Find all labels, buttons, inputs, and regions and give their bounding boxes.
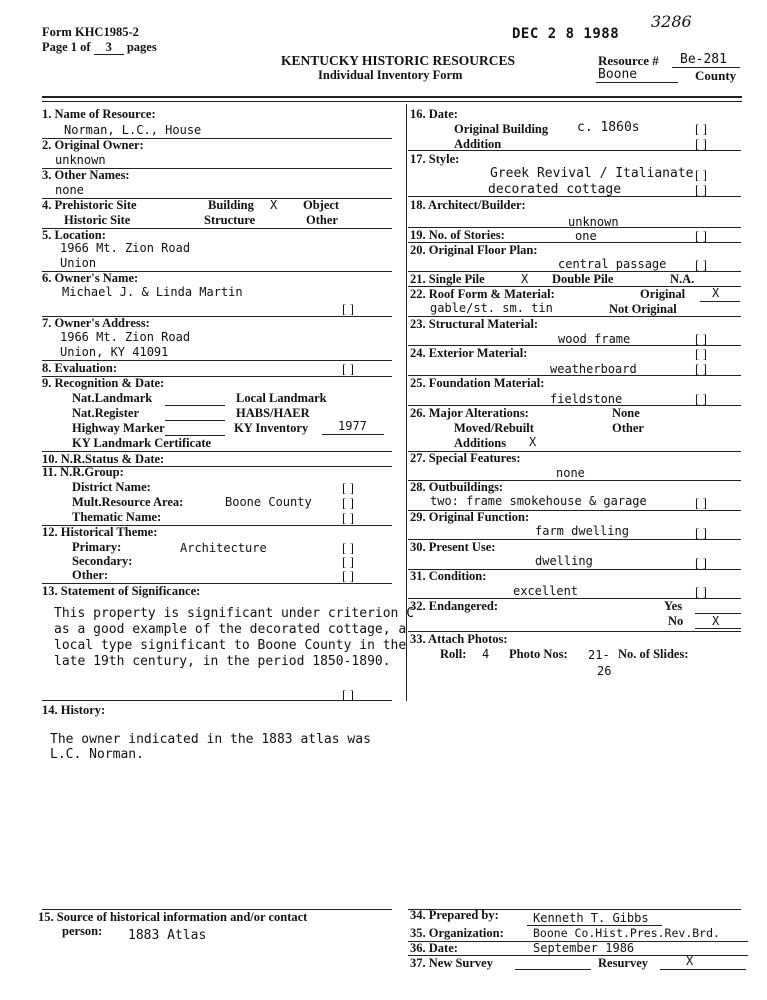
f31-label: 31. Condition: [410, 569, 487, 583]
f13-label: 13. Statement of Significance: [42, 584, 201, 598]
f23-bracket: [ ] [695, 331, 707, 346]
f9-ky-inventory: KY Inventory [234, 421, 309, 435]
page-suffix: pages [126, 40, 157, 54]
f1-label: 1. Name of Resource: [42, 107, 156, 121]
f21-na: N.A. [670, 272, 695, 286]
f25-bracket: [ ] [695, 391, 707, 406]
f17-line1-bracket: [ ] [695, 167, 707, 182]
f18-value: unknown [568, 215, 619, 229]
f33-slides: No. of Slides: [618, 647, 689, 661]
f36-label: 36. Date: [410, 941, 458, 955]
f14-line1: The owner indicated in the 1883 atlas was [50, 732, 371, 747]
f17-line1: Greek Revival / Italianate [490, 166, 694, 181]
f4-object: Object [303, 198, 340, 212]
f24-value: weatherboard [550, 362, 637, 376]
f17-line2: decorated cottage [488, 182, 622, 197]
f5-line1: 1966 Mt. Zion Road [60, 241, 191, 255]
f16-label: 16. Date: [410, 107, 458, 121]
f12-primary: Primary: [72, 540, 122, 554]
f35-value: Boone Co.Hist.Pres.Rev.Brd. [533, 926, 720, 940]
f26-additions-mark: X [529, 435, 537, 449]
f25-value: fieldstone [550, 392, 623, 406]
f33-roll: Roll: [440, 647, 467, 661]
f30-bracket: [ ] [695, 555, 707, 570]
f16-addition: Addition [454, 137, 502, 151]
f12-secondary-bracket: [ ] [342, 554, 354, 569]
f29-label: 29. Original Function: [410, 510, 530, 524]
f5-line2: Union [60, 256, 97, 270]
f32-label: 32. Endangered: [410, 599, 498, 613]
f8-label: 8. Evaluation: [42, 361, 118, 375]
f2-label: 2. Original Owner: [42, 138, 144, 152]
f1-value: Norman, L.C., House [64, 123, 202, 137]
form-title: KENTUCKY HISTORIC RESOURCES [281, 53, 516, 68]
handwritten-number: 3286 [651, 12, 692, 31]
form-subtitle: Individual Inventory Form [318, 68, 463, 82]
f9-habs: HABS/HAER [236, 406, 310, 420]
county-label: County [695, 68, 737, 83]
f28-value: two: frame smokehouse & garage [430, 494, 647, 508]
f4-historic: Historic Site [64, 213, 131, 227]
f4-other: Other [306, 213, 338, 227]
f26-label: 26. Major Alterations: [410, 406, 529, 420]
f12-primary-bracket: [ ] [342, 540, 354, 555]
f16-original-value: c. 1860s [577, 120, 640, 135]
f24-label: 24. Exterior Material: [410, 346, 528, 360]
f36-value: September 1986 [533, 941, 635, 955]
f17-label: 17. Style: [410, 152, 460, 166]
f9-nat-landmark: Nat.Landmark [72, 391, 153, 405]
date-stamp: DEC 2 8 1988 [512, 26, 620, 42]
f20-value: central passage [558, 257, 667, 271]
f31-value: excellent [513, 584, 579, 598]
f32-no: No [668, 614, 684, 628]
f29-value: farm dwelling [535, 524, 629, 538]
f27-label: 27. Special Features: [410, 451, 521, 465]
f12-label: 12. Historical Theme: [42, 525, 158, 539]
f34-value: Kenneth T. Gibbs [533, 911, 649, 925]
f19-label: 19. No. of Stories: [410, 228, 505, 242]
f6-label: 6. Owner's Name: [42, 271, 139, 285]
f22-not-original: Not Original [609, 302, 677, 316]
f22-label: 22. Roof Form & Material: [410, 287, 555, 301]
f26-additions: Additions [454, 436, 507, 450]
f13-line1: This property is significant under criterion C [54, 606, 415, 621]
f8-bracket: [ ] [342, 361, 354, 376]
f4-building: Building [208, 198, 254, 212]
f14-line2: L.C. Norman. [50, 747, 144, 762]
f37-resurvey-mark: X [686, 954, 694, 968]
f18-label: 18. Architect/Builder: [410, 198, 526, 212]
county-value: Boone [598, 67, 638, 82]
f11-mra-bracket: [ ] [342, 495, 354, 510]
resource-value: Be-281 [680, 52, 727, 67]
f33-label: 33. Attach Photos: [410, 632, 508, 646]
f12-other: Other: [72, 568, 109, 582]
f9-ky-inventory-value: 1977 [338, 419, 367, 433]
page-prefix: Page 1 of [42, 40, 91, 54]
f22-original-mark: X [712, 286, 720, 300]
f16-original: Original Building [454, 122, 549, 136]
f16-addition-bracket: [ ] [695, 136, 707, 151]
f12-secondary: Secondary: [72, 554, 133, 568]
f28-label: 28. Outbuildings: [410, 480, 504, 494]
f15-person: person: [62, 924, 103, 938]
f11-thematic-bracket: [ ] [342, 510, 354, 525]
f11-mra: Mult.Resource Area: [72, 495, 184, 509]
page-count [42, 41, 157, 55]
f17-line2-bracket: [ ] [695, 182, 707, 197]
f16-original-bracket: [ ] [695, 121, 707, 136]
f11-district-bracket: [ ] [342, 480, 354, 495]
f3-value: none [55, 183, 84, 197]
f12-other-bracket: [ ] [342, 568, 354, 583]
f32-no-mark: X [712, 614, 720, 628]
f29-bracket: [ ] [695, 525, 707, 540]
f19-bracket: [ ] [695, 228, 707, 243]
f13-line2: as a good example of the decorated cottage, a [54, 622, 407, 637]
f5-label: 5. Location: [42, 228, 106, 242]
f13-line4: late 19th century, in the period 1850-1890. [54, 654, 391, 669]
form-id: Form KHC1985-2 [42, 25, 139, 39]
f11-thematic: Thematic Name: [72, 510, 162, 524]
f7-line2: Union, KY 41091 [60, 345, 169, 359]
f33-photo-value: 21- [588, 648, 610, 662]
f23-label: 23. Structural Material: [410, 317, 539, 331]
f22-original: Original [640, 287, 686, 301]
f26-other: Other [612, 421, 644, 435]
f28-bracket: [ ] [695, 495, 707, 510]
f23-value: wood frame [558, 332, 631, 346]
f34-label: 34. Prepared by: [410, 908, 499, 922]
f20-label: 20. Original Floor Plan: [410, 243, 538, 257]
f9-highway: Highway Marker [72, 421, 165, 435]
f33-roll-value: 4 [482, 647, 490, 661]
f31-bracket: [ ] [695, 584, 707, 599]
f37-label: 37. New Survey [410, 956, 493, 970]
f25-label: 25. Foundation Material: [410, 376, 545, 390]
f22-value: gable/st. sm. tin [430, 301, 553, 315]
f9-ky-landmark: KY Landmark Certificate [72, 436, 212, 450]
f21-double: Double Pile [552, 272, 614, 286]
f4-prehistoric: 4. Prehistoric Site [42, 198, 137, 212]
f4-building-mark: X [270, 198, 278, 212]
f21-label: 21. Single Pile [410, 272, 485, 286]
f7-label: 7. Owner's Address: [42, 316, 150, 330]
f19-value: one [575, 229, 597, 243]
f26-moved: Moved/Rebuilt [454, 421, 534, 435]
f14-label: 14. History: [42, 703, 106, 717]
f11-label: 11. N.R.Group: [42, 465, 124, 479]
f32-yes: Yes [664, 599, 683, 613]
f24-bracket-1: [ ] [695, 346, 707, 361]
resource-label: Resource # [598, 53, 659, 68]
f11-mra-value: Boone County [225, 495, 312, 509]
f10-label: 10. N.R.Status & Date: [42, 452, 165, 466]
f2-value: unknown [55, 153, 106, 167]
f7-line1: 1966 Mt. Zion Road [60, 330, 191, 344]
f9-local-landmark: Local Landmark [236, 391, 327, 405]
f26-none: None [612, 406, 640, 420]
f35-label: 35. Organization: [410, 926, 504, 940]
f15-label: 15. Source of historical information and/or contact [38, 910, 308, 924]
f6-value: Michael J. & Linda Martin [62, 285, 243, 299]
f6-bracket: [ ] [342, 301, 354, 316]
f9-label: 9. Recognition & Date: [42, 376, 165, 390]
f24-bracket-2: [ ] [695, 361, 707, 376]
f21-single-mark: X [521, 272, 529, 286]
page-total: 3 [94, 41, 124, 55]
f33-photo: Photo Nos: [509, 647, 568, 661]
f11-district: District Name: [72, 480, 151, 494]
f15-value: 1883 Atlas [128, 928, 207, 943]
f27-value: none [556, 466, 585, 480]
f20-bracket: [ ] [695, 257, 707, 272]
f30-value: dwelling [535, 554, 593, 568]
f3-label: 3. Other Names: [42, 168, 130, 182]
f33-photo-value2: 26 [597, 664, 612, 678]
f9-nat-register: Nat.Register [72, 406, 139, 420]
f37-resurvey: Resurvey [598, 956, 648, 970]
f30-label: 30. Present Use: [410, 540, 496, 554]
f13-bracket: [ ] [342, 687, 354, 702]
f12-primary-value: Architecture [180, 541, 267, 555]
f13-line3: local type significant to Boone County in the [54, 638, 407, 653]
f4-structure: Structure [204, 213, 256, 227]
